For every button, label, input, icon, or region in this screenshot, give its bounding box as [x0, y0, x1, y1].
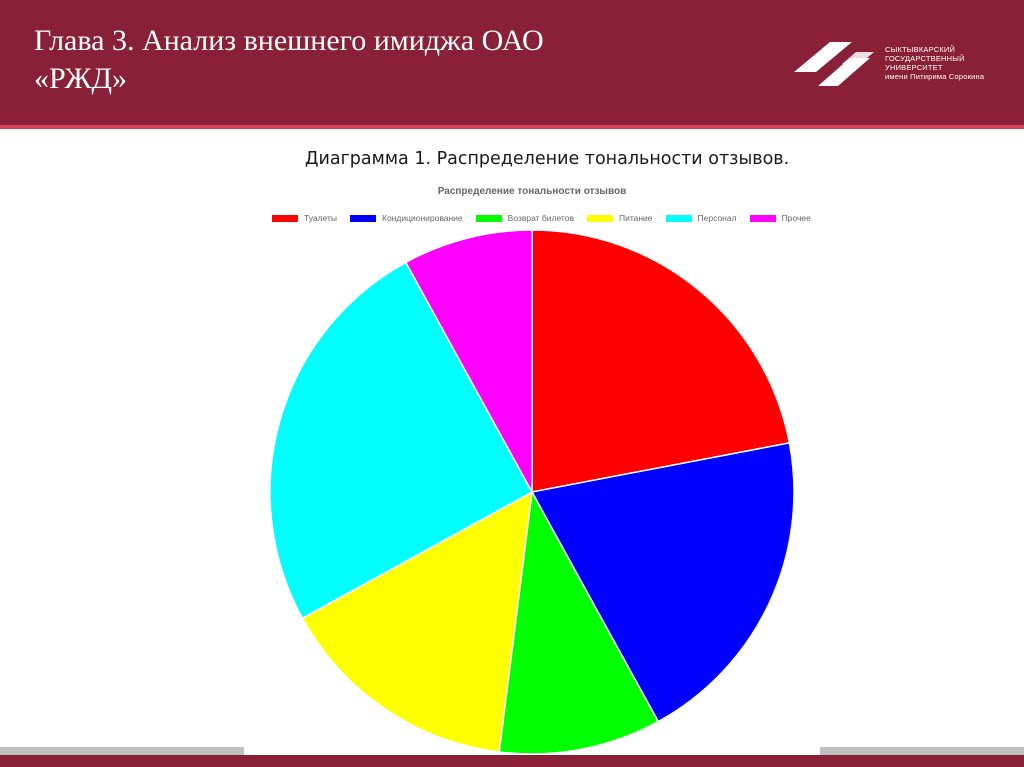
footer-band [0, 755, 1024, 767]
footer-gray-bar-left [0, 747, 244, 755]
legend-label: Возврат билетов [507, 213, 574, 223]
legend-label: Туалеты [304, 213, 338, 223]
logo-line-2: ГОСУДАРСТВЕННЫЙ [885, 54, 965, 63]
legend-label: Прочее [781, 213, 811, 223]
legend-label: Персонал [697, 213, 737, 223]
chart-title: Распределение тональности отзывов [437, 186, 627, 197]
legend-label: Кондиционирование [382, 213, 463, 223]
footer-gray-bar-right [820, 747, 1024, 755]
logo-line-4: имени Питирима Сорокина [885, 72, 985, 81]
legend-label: Питание [618, 213, 653, 223]
logo-line-3: УНИВЕРСИТЕТ [885, 63, 943, 72]
logo-line-1: СЫКТЫВКАРСКИЙ [885, 45, 956, 54]
slide-title: Глава 3. Анализ внешнего имиджа ОАО «РЖД» [34, 24, 544, 95]
chart-caption: Диаграмма 1. Распределение тональности отзывов. [304, 149, 790, 169]
